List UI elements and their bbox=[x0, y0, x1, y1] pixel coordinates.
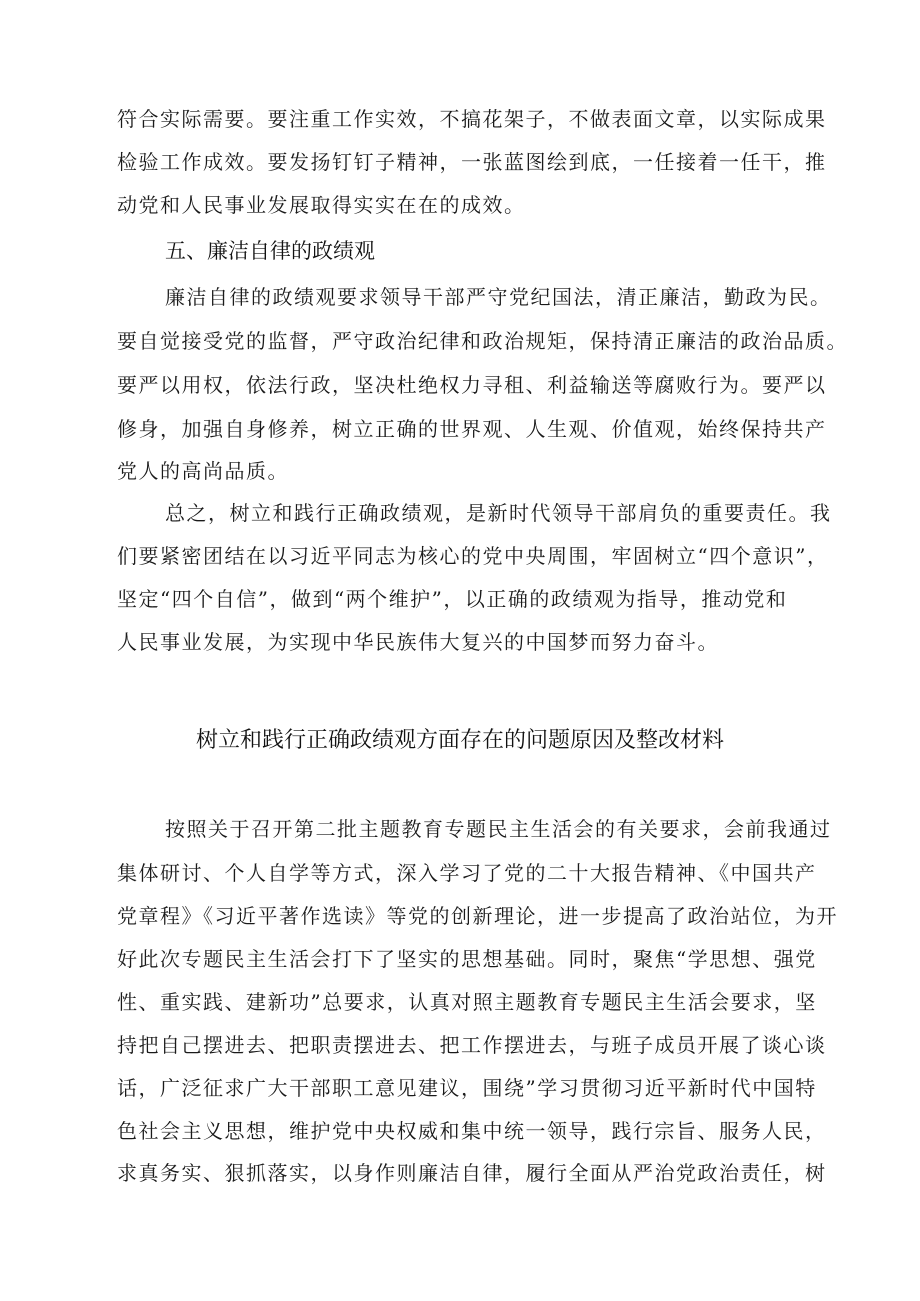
paragraph-line: 要严以用权，依法行政，坚决杜绝权力寻租、利益输送等腐败行为。要严以 bbox=[117, 373, 827, 397]
paragraph-line: 人民事业发展，为实现中华民族伟大复兴的中国梦而努力奋斗。 bbox=[117, 630, 719, 654]
paragraph-line: 色社会主义思想，维护党中央权威和集中统一领导，践行宗旨、服务人民， bbox=[117, 1119, 827, 1143]
paragraph-line: 按照关于召开第二批主题教育专题民主生活会的有关要求，会前我通过 bbox=[165, 817, 832, 841]
section-heading: 五、廉洁自律的政绩观 bbox=[165, 239, 375, 263]
paragraph-line: 党章程》《习近平著作选读》等党的创新理论，进一步提高了政治站位，为开 bbox=[117, 904, 838, 928]
paragraph-line: 动党和人民事业发展取得实实在在的成效。 bbox=[117, 193, 526, 217]
paragraph-line: 性、重实践、建新功”总要求，认真对照主题教育专题民主生活会要求，坚 bbox=[117, 990, 817, 1014]
paragraph-line: 坚定“四个自信”，做到“两个维护”，以正确的政绩观为指导，推动党和 bbox=[117, 587, 788, 611]
paragraph-line: 党人的高尚品质。 bbox=[117, 459, 289, 483]
paragraph-line: 话，广泛征求广大干部职工意见建议，围绕”学习贯彻习近平新时代中国特 bbox=[117, 1076, 817, 1100]
paragraph-line: 求真务实、狠抓落实，以身作则廉洁自律，履行全面从严治党政治责任，树 bbox=[117, 1161, 827, 1185]
paragraph-line: 持把自己摆进去、把职责摆进去、把工作摆进去，与班子成员开展了谈心谈 bbox=[117, 1033, 827, 1057]
paragraph-line: 们要紧密团结在以习近平同志为核心的党中央周围，牢固树立“四个意识”， bbox=[117, 544, 829, 568]
paragraph-line: 集体研讨、个人自学等方式，深入学习了党的二十大报告精神、《中国共产 bbox=[117, 861, 817, 885]
paragraph-line: 廉洁自律的政绩观要求领导干部严守党纪国法，清正廉洁，勤政为民。 bbox=[165, 285, 832, 309]
paragraph-line: 总之，树立和践行正确政绩观，是新时代领导干部肩负的重要责任。我 bbox=[165, 501, 832, 525]
paragraph-line: 好此次专题民主生活会打下了坚实的思想基础。同时，聚焦“学思想、强党 bbox=[117, 947, 817, 971]
paragraph-line: 要自觉接受党的监督，严守政治纪律和政治规矩，保持清正廉洁的政治品质。 bbox=[117, 329, 848, 353]
paragraph-line: 符合实际需要。要注重工作实效，不搞花架子，不做表面文章，以实际成果 bbox=[117, 107, 827, 131]
paragraph-line: 检验工作成效。要发扬钉钉子精神，一张蓝图绘到底，一任接着一任干，推 bbox=[117, 150, 827, 174]
paragraph-line: 修身，加强自身修养，树立正确的世界观、人生观、价值观，始终保持共产 bbox=[117, 417, 827, 441]
document-title: 树立和践行正确政绩观方面存在的问题原因及整改材料 bbox=[195, 728, 724, 753]
